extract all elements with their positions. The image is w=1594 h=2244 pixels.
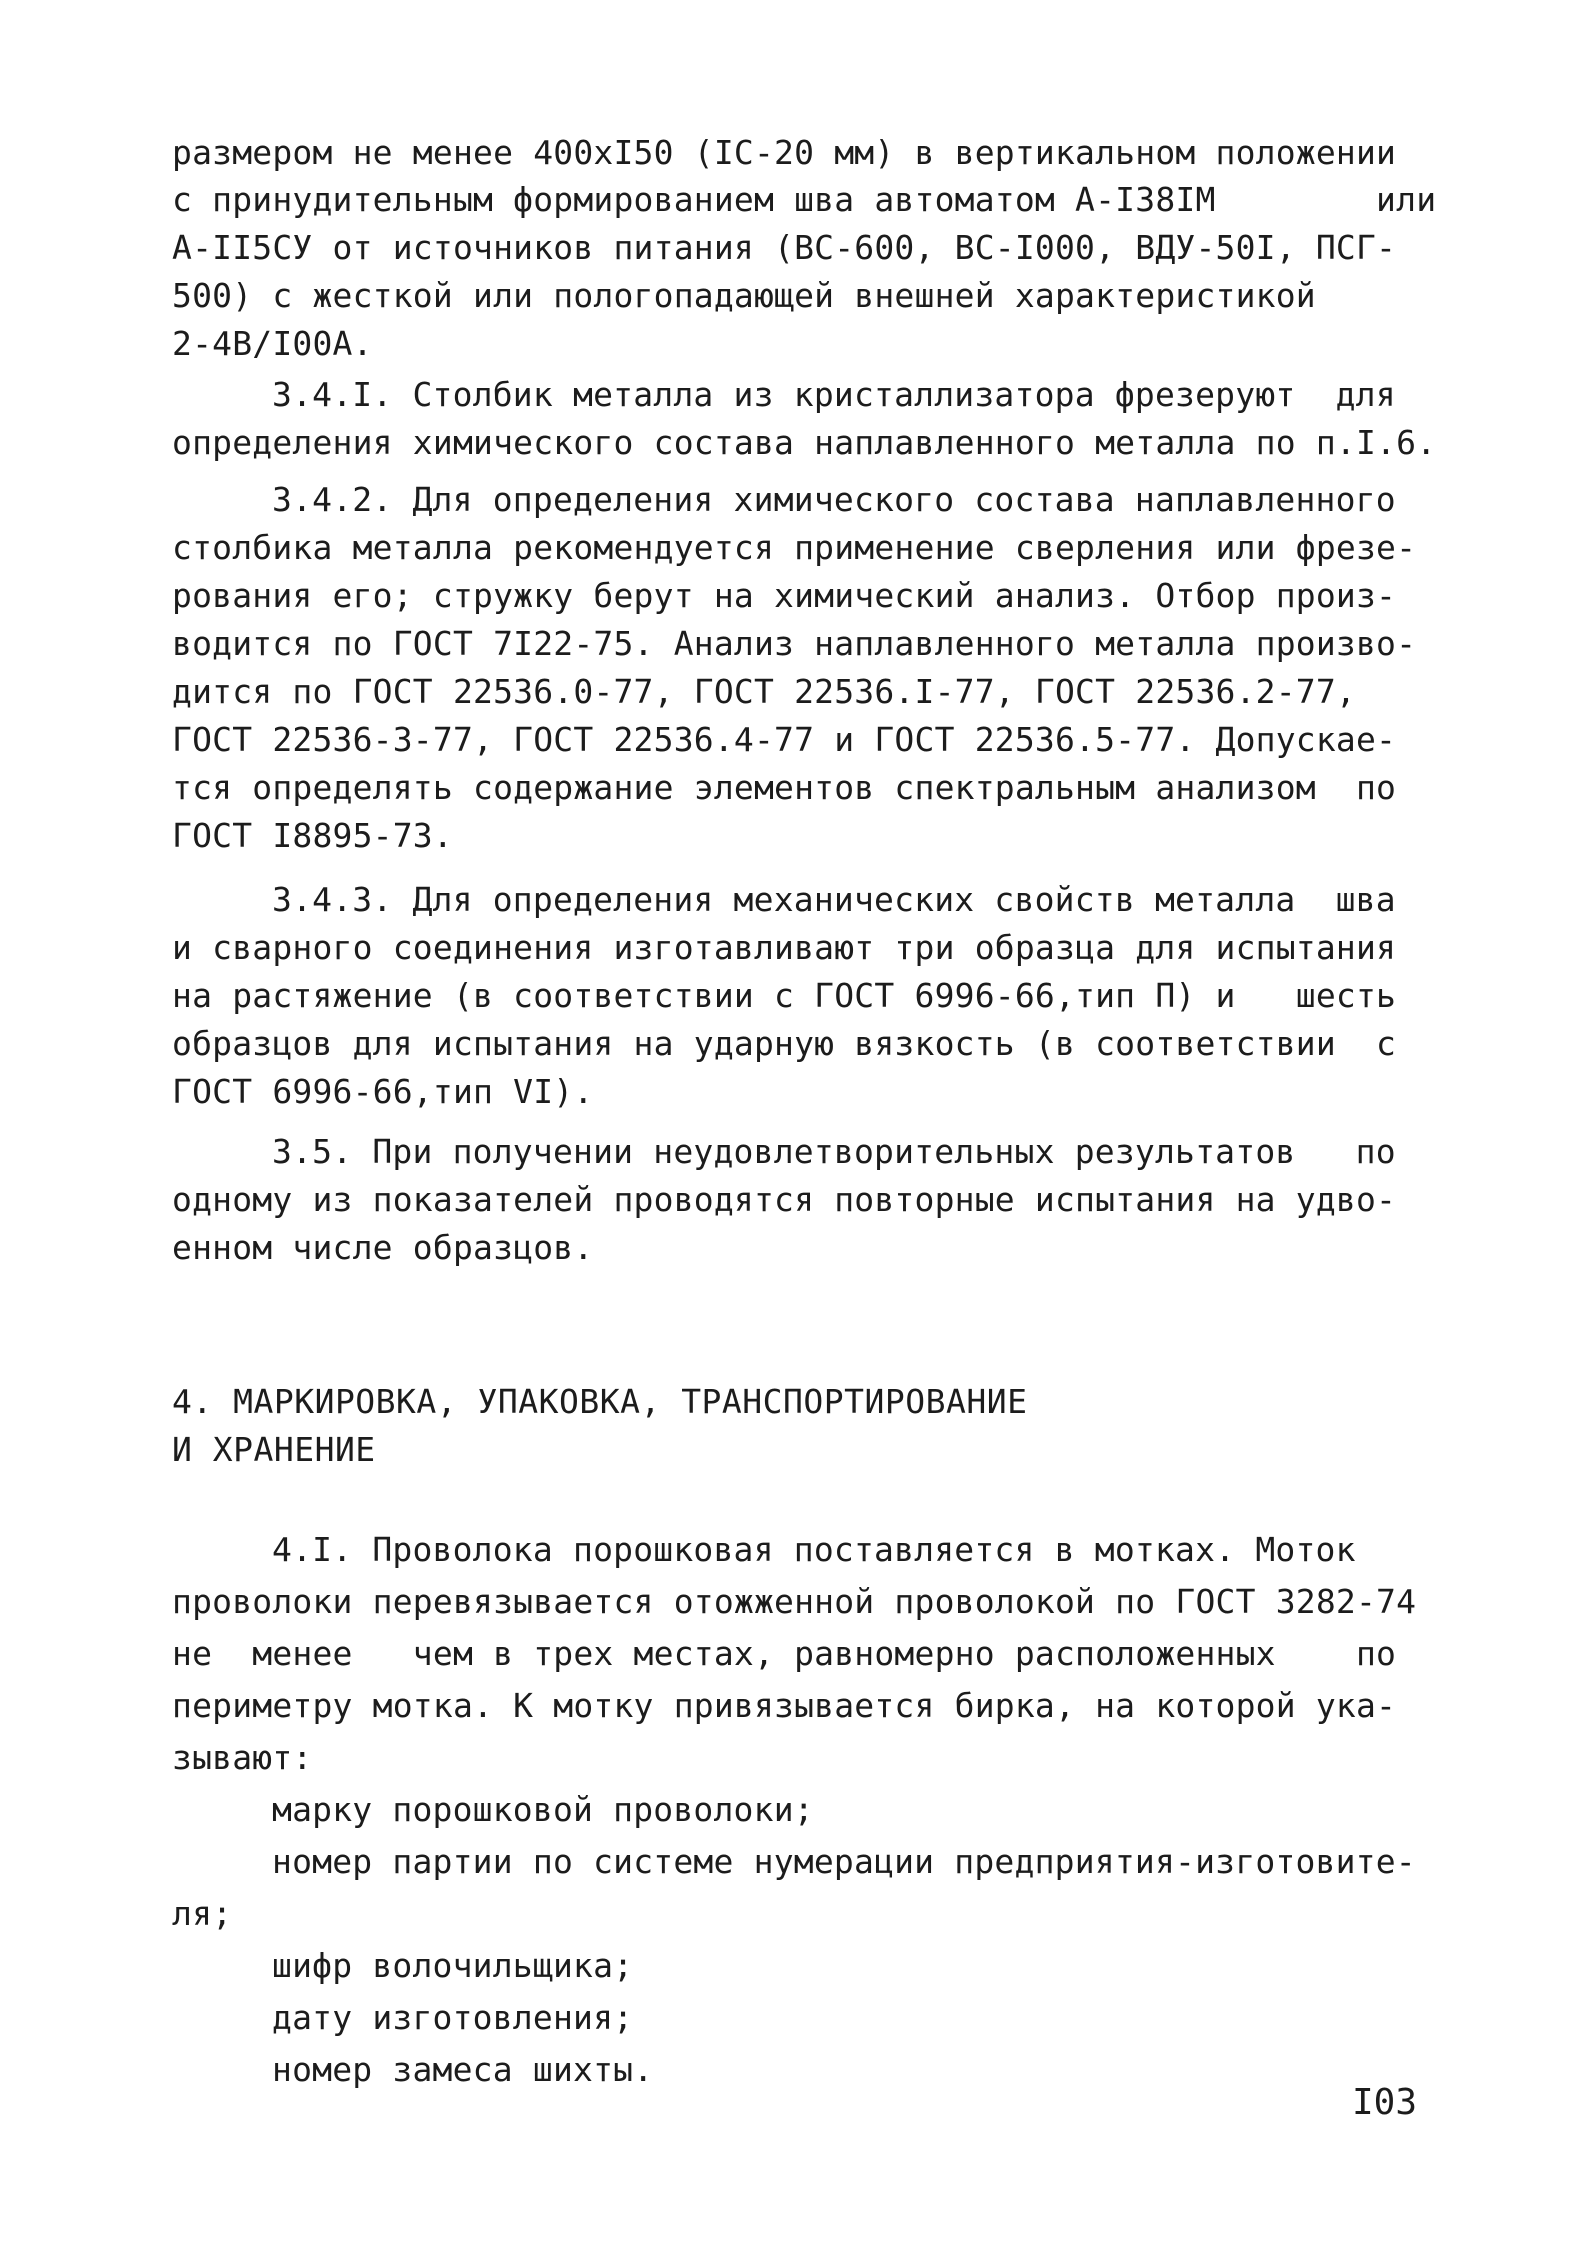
list-item: ля;	[172, 1894, 233, 1933]
text-line: дится по ГОСТ 22536.0-77, ГОСТ 22536.I-77, ГОСТ 22536.2-77,	[172, 672, 1356, 711]
list-item: марку порошковой проволоки;	[272, 1790, 814, 1829]
text-line: ГОСТ I8895-73.	[172, 816, 453, 855]
text-line: определения химического состава наплавленного металла по п.I.6.	[172, 423, 1437, 462]
list-item: номер замеса шихты.	[272, 2050, 654, 2089]
text-line: образцов для испытания на ударную вязкость (в соответствии с	[172, 1024, 1397, 1063]
section-heading: И ХРАНЕНИЕ	[172, 1430, 376, 1469]
paragraph-3-4-2: 3.4.2. Для определения химического состава наплавленного	[272, 480, 1396, 519]
text-line: водится по ГОСТ 7I22-75. Анализ наплавленного металла произво-	[172, 624, 1417, 663]
paragraph-3-4-1: 3.4.I. Столбик металла из кристаллизатора фрезеруют для	[272, 375, 1396, 414]
text-line: енном числе образцов.	[172, 1228, 594, 1267]
text-line: одному из показателей проводятся повторные испытания на удво-	[172, 1180, 1397, 1219]
list-item: номер партии по системе нумерации предприятия-изготовите-	[272, 1842, 1416, 1881]
paragraph-3-5: 3.5. При получении неудовлетворительных результатов по	[272, 1132, 1396, 1171]
text-line: зывают:	[172, 1738, 313, 1777]
text-line: столбика металла рекомендуется применение сверления или фрезе-	[172, 528, 1417, 567]
text-line: ГОСТ 22536-3-77, ГОСТ 22536.4-77 и ГОСТ 22536.5-77. Допускае-	[172, 720, 1397, 759]
text-line: тся определять содержание элементов спектральным анализом по	[172, 768, 1397, 807]
text-line: и сварного соединения изготавливают три образца для испытания	[172, 928, 1397, 967]
section-heading: 4. МАРКИРОВКА, УПАКОВКА, ТРАНСПОРТИРОВАНИЕ	[172, 1382, 1028, 1421]
text-line: ГОСТ 6996-66,тип VI).	[172, 1072, 594, 1111]
paragraph-3-4-3: 3.4.3. Для определения механических свойств металла шва	[272, 880, 1396, 919]
list-item: дату изготовления;	[272, 1998, 634, 2037]
text-line: периметру мотка. К мотку привязывается бирка, на которой ука-	[172, 1686, 1397, 1725]
page-number: I03	[1352, 2082, 1418, 2123]
text-line: 2-4В/I00А.	[172, 324, 373, 363]
text-line: А-II5СУ от источников питания (ВС-600, ВС-I000, ВДУ-50I, ПСГ-	[172, 228, 1397, 267]
text-line: 500) с жесткой или пологопадающей внешней характеристикой	[172, 276, 1316, 315]
text-line: на растяжение (в соответствии с ГОСТ 6996-66,тип П) и шесть	[172, 976, 1397, 1015]
text-line: проволоки перевязывается отожженной проволокой по ГОСТ 3282-74	[172, 1582, 1417, 1621]
text-line: с принудительным формированием шва автоматом А-I38IМ или	[172, 180, 1437, 219]
text-line: не менее чем в трех местах, равномерно расположенных по	[172, 1634, 1397, 1673]
text-line: рования его; стружку берут на химический анализ. Отбор произ-	[172, 576, 1397, 615]
text-line: размером не менее 400хI50 (IC-20 мм) в вертикальном положении	[172, 133, 1397, 172]
list-item: шифр волочильщика;	[272, 1946, 634, 1985]
paragraph-4-1: 4.I. Проволока порошковая поставляется в мотках. Моток	[272, 1530, 1356, 1569]
